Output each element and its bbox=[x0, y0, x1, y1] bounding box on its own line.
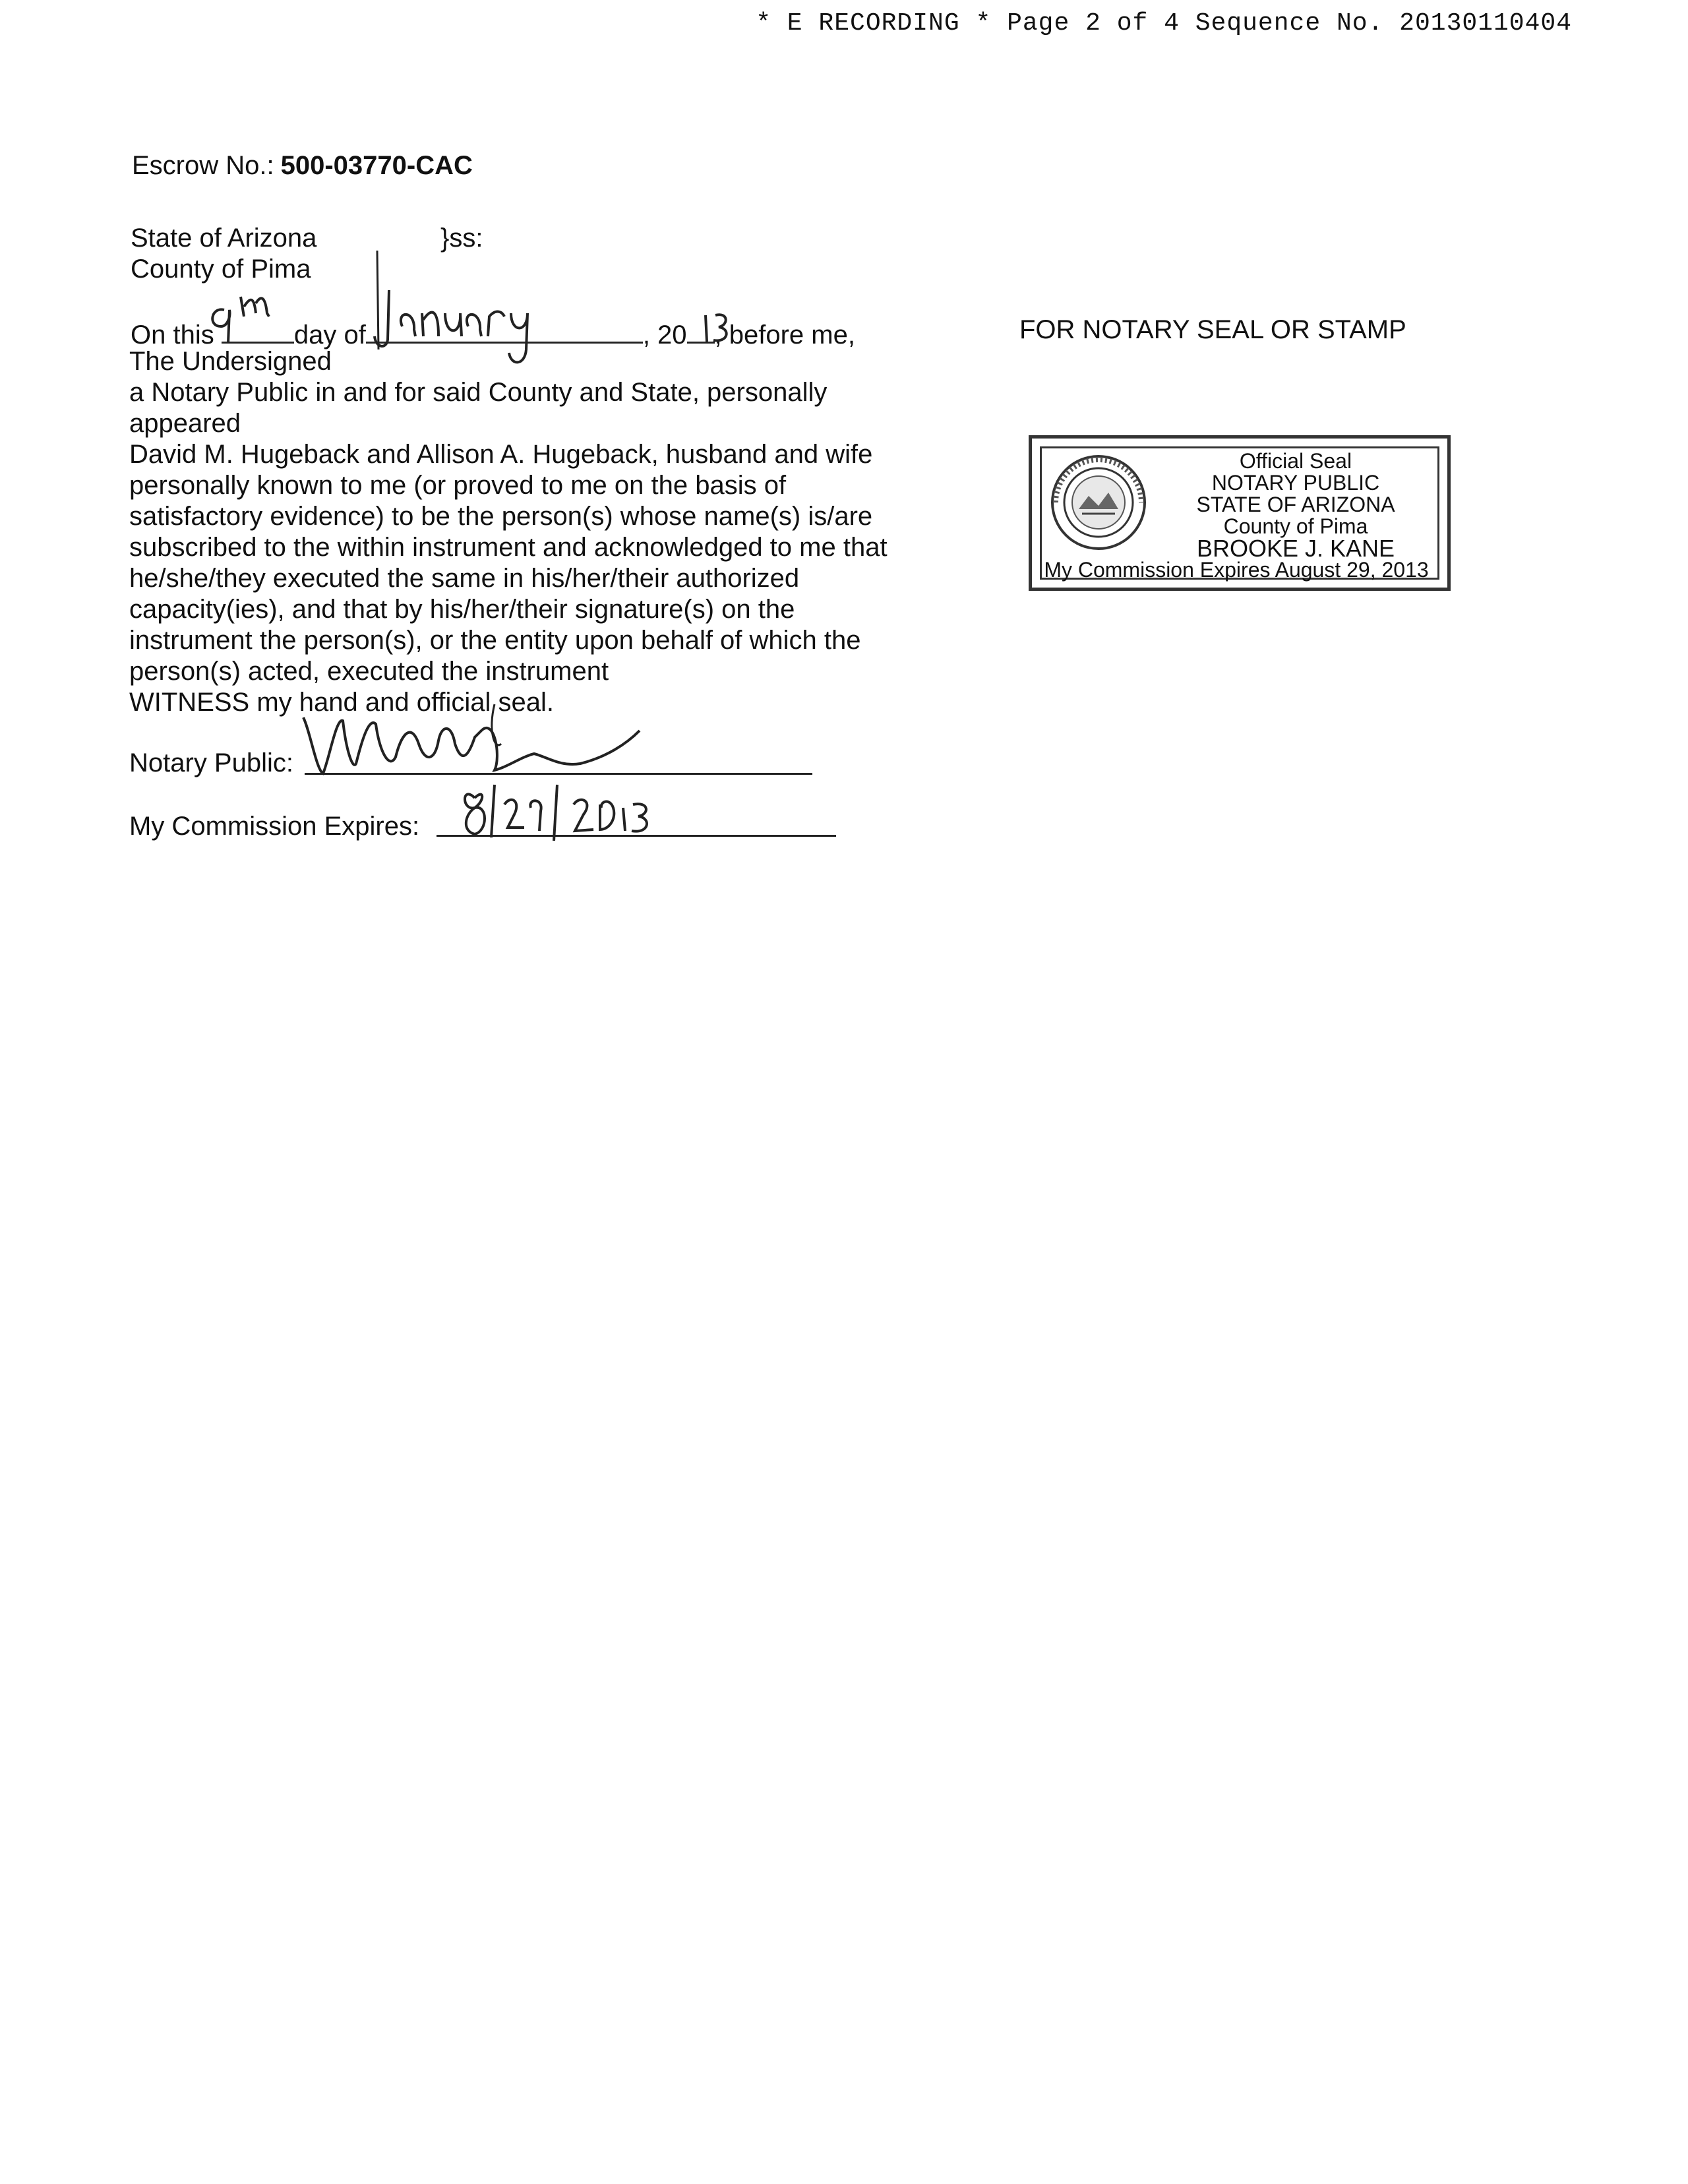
county-line: County of Pima bbox=[131, 255, 311, 284]
year-prefix: , 20 bbox=[642, 320, 687, 349]
seal-area-label: FOR NOTARY SEAL OR STAMP bbox=[1019, 315, 1406, 344]
handwritten-year bbox=[699, 309, 738, 348]
handwritten-month bbox=[369, 270, 587, 369]
before-me-label: , before me, bbox=[714, 320, 855, 349]
acknowledgment-paragraph: The Undersigned a Notary Public in and for said County and State, personally appeared David M. Hugeback and Allison A. Hugeback, husband and wife personally known to me (or proved to me on the basis of satisfactory evidence) to be the person(s) whose name(s) is/are subscribed to the within instrument and acknowledged to me that he/she/they executed the same in his/her/their authorized capacity(ies), and that by his/her/their signature(s) on the instrument the person(s), or the entity upon behalf of which the person(s) acted, executed the instrument WITNESS my hand and official seal. bbox=[129, 347, 888, 717]
stamp-text bbox=[1044, 449, 1431, 582]
commission-expires-label: My Commission Expires: bbox=[129, 812, 420, 841]
stamp-line-county: County of Pima bbox=[1223, 514, 1368, 538]
state-line: State of Arizona bbox=[131, 224, 317, 253]
escrow-line bbox=[132, 150, 473, 181]
day-of-label: day of bbox=[293, 320, 366, 349]
notary-signature bbox=[297, 691, 666, 783]
notary-stamp bbox=[1029, 435, 1451, 591]
stamp-line-notary-public: NOTARY PUBLIC bbox=[1211, 471, 1380, 495]
stamp-line-name: BROOKE J. KANE bbox=[1196, 535, 1395, 562]
state-seal-emblem bbox=[1049, 453, 1148, 552]
escrow-number: 500-03770-CAC bbox=[280, 151, 473, 180]
stamp-line-official-seal: Official Seal bbox=[1239, 449, 1352, 473]
stamp-line-state: STATE OF ARIZONA bbox=[1196, 493, 1395, 516]
pen-stroke-mark bbox=[369, 244, 396, 356]
on-this-label: On this bbox=[131, 320, 214, 349]
notary-public-label: Notary Public: bbox=[129, 748, 293, 777]
stamp-line-commission: My Commission Expires August 29, 2013 bbox=[1044, 558, 1429, 582]
handwritten-expiry bbox=[455, 778, 666, 844]
recording-header: * E RECORDING * Page 2 of 4 Sequence No. 20130110404 bbox=[756, 9, 1572, 38]
handwritten-day bbox=[198, 290, 303, 349]
ss-mark: }ss: bbox=[440, 224, 483, 253]
escrow-label: Escrow No.: bbox=[132, 151, 274, 180]
